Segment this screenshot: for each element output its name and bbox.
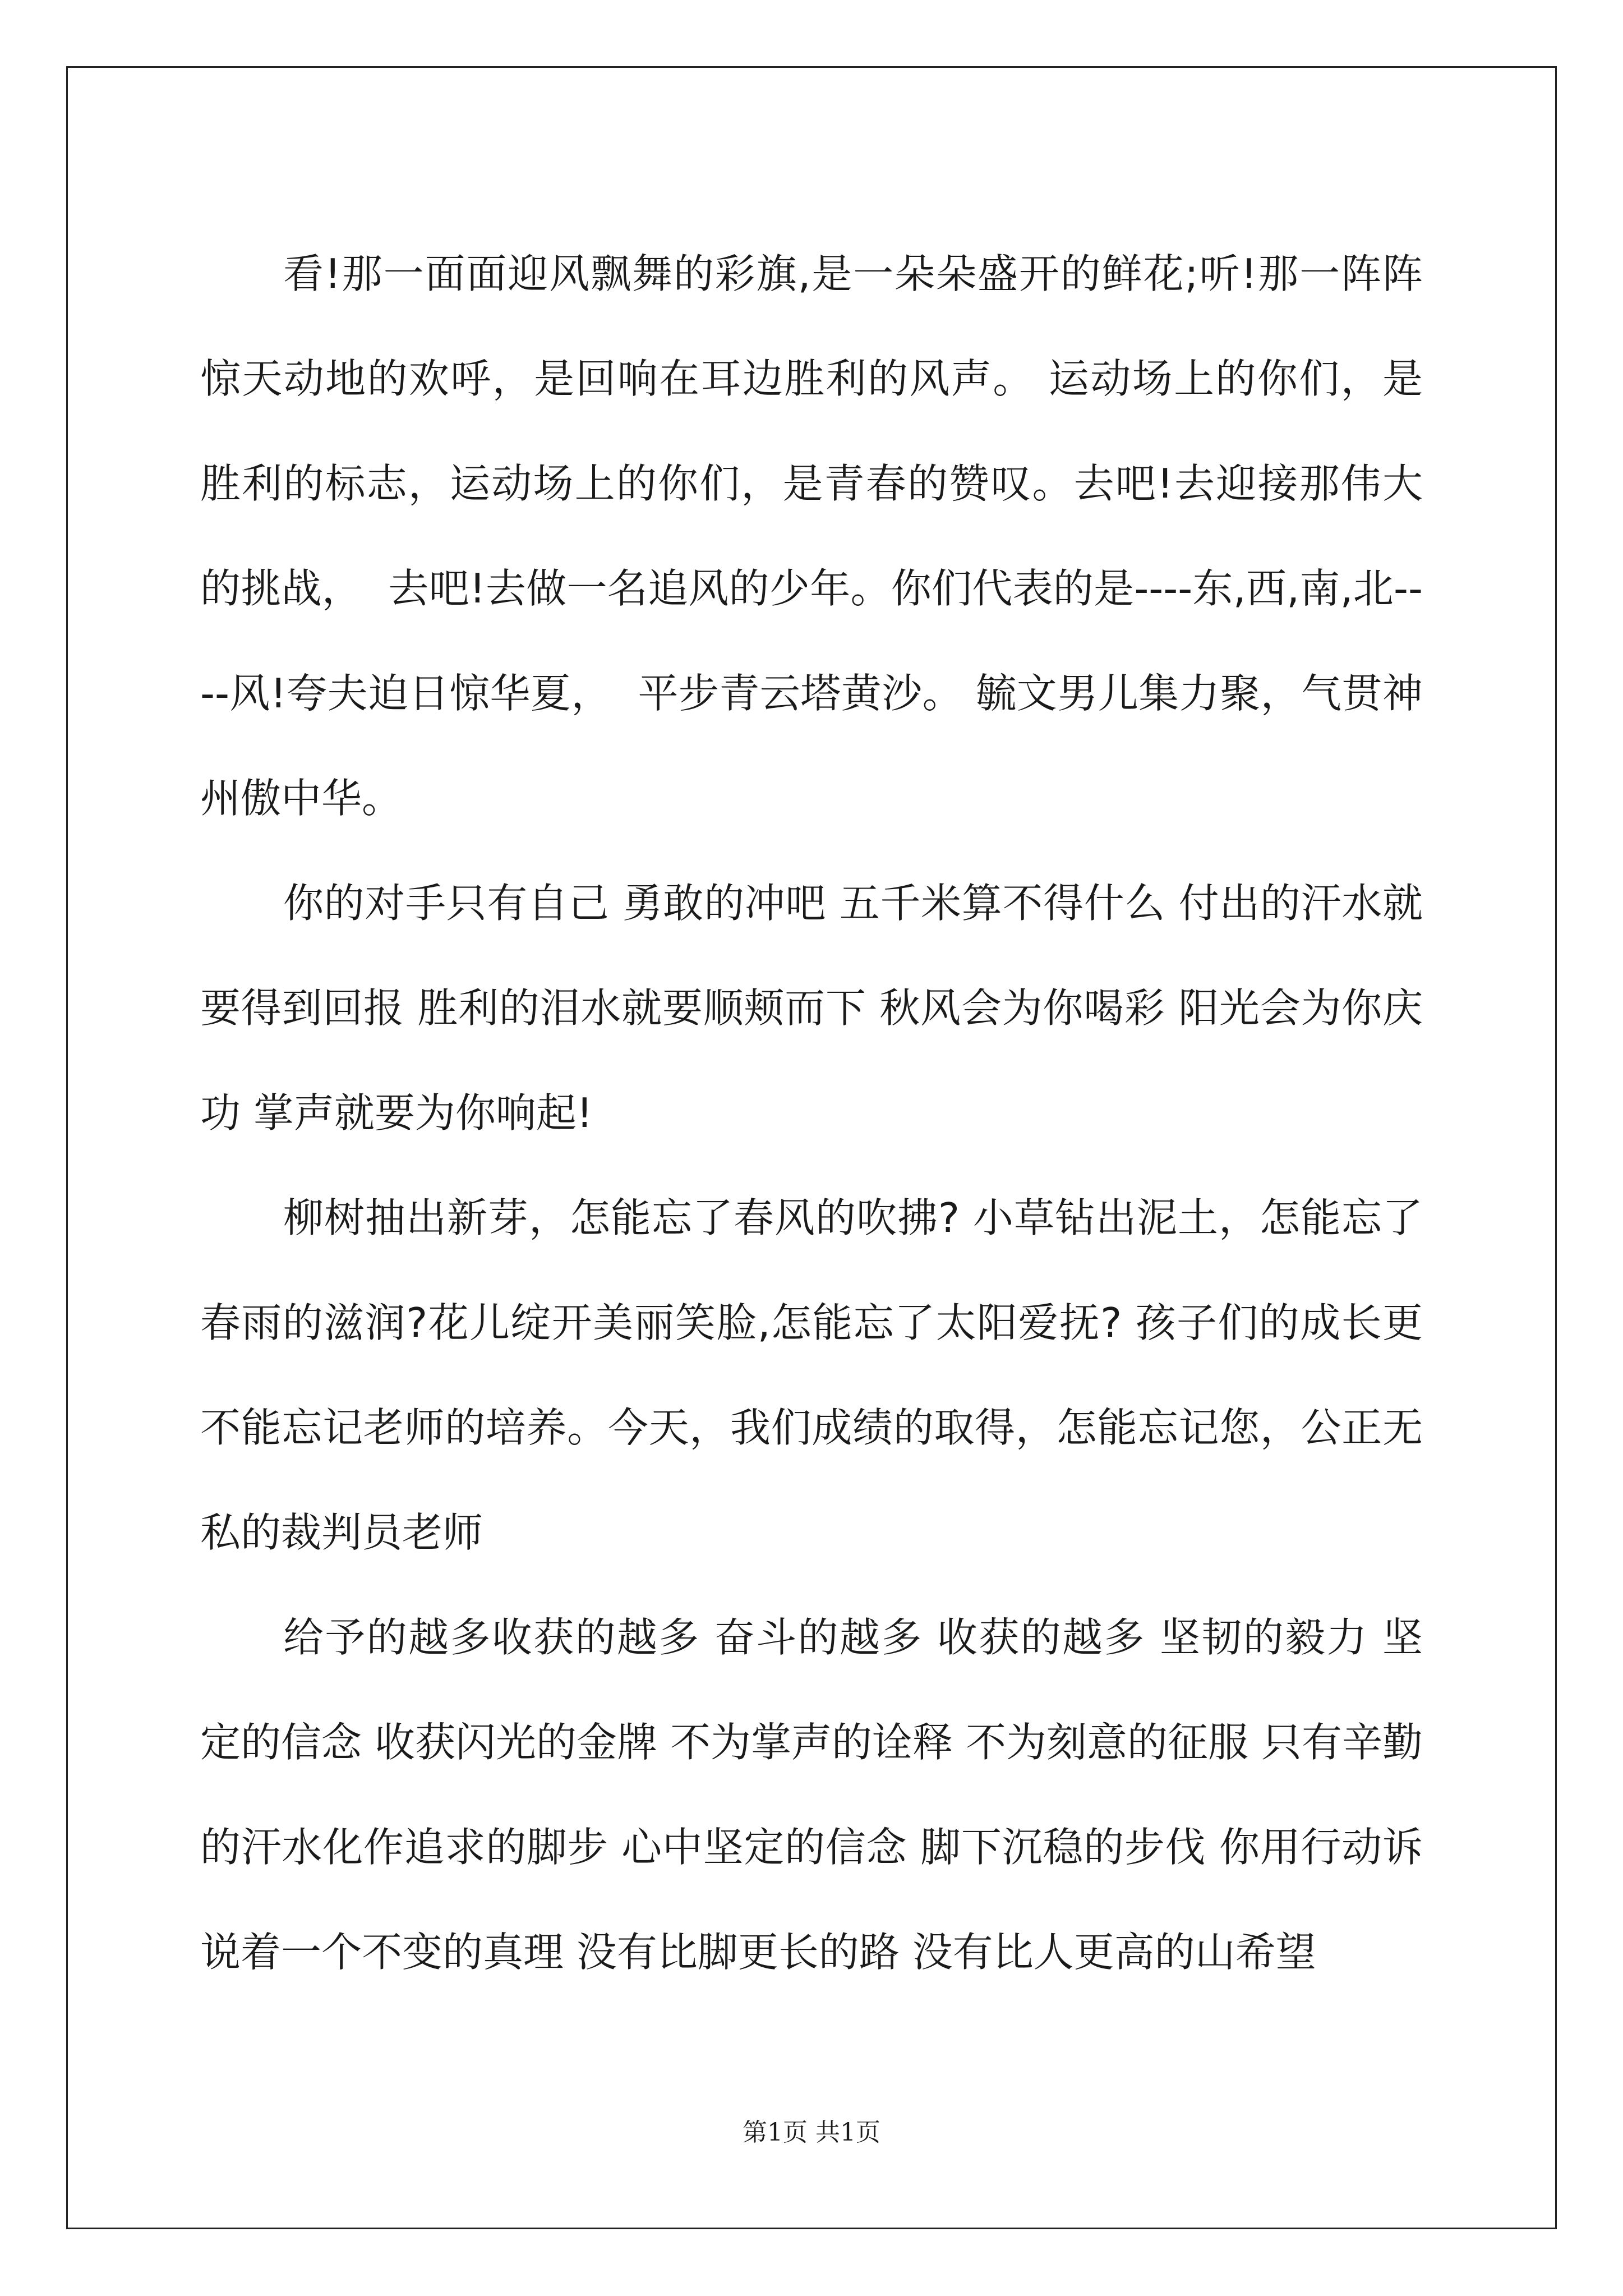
paragraph-2: 你的对手只有自己 勇敢的冲吧 五千米算不得什么 付出的汗水就要得到回报 胜利的泪水就要顺颊而下 秋风会为你喝彩 阳光会为你庆功 掌声就要为你响起! — [200, 880, 1423, 1137]
paragraph-4: 给予的越多收获的越多 奋斗的越多 收获的越多 坚韧的毅力 坚定的信念 收获闪光的金牌 不为掌声的诠释 不为刻意的征服 只有辛勤的汗水化作追求的脚步 心中坚定的信念 脚下沉稳的步伐 你用行动诉说着一个不变的真理 没有比脚更长的路 没有比人更高的山希望 — [200, 1614, 1423, 1976]
document-body — [200, 222, 1423, 2005]
paragraph-3: 柳树抽出新芽，怎能忘了春风的吹拂? 小草钻出泥土，怎能忘了春雨的滋润?花儿绽开美丽笑脸,怎能忘了太阳爱抚? 孩子们的成长更不能忘记老师的培养。今天，我们成绩的取得，怎能忘记您，公正无私的裁判员老师 — [200, 1194, 1423, 1556]
paragraph-1: 看!那一面面迎风飘舞的彩旗,是一朵朵盛开的鲜花;听!那一阵阵惊天动地的欢呼，是回响在耳边胜利的风声。 运动场上的你们，是胜利的标志，运动场上的你们，是青春的赞叹。去吧!去迎接那伟大的挑战， 去吧!去做一名追风的少年。你们代表的是----东,西,南,北----风!夸夫迫日惊华夏， 平步青云塔黄沙。 毓文男儿集力聚，气贯神州傲中华。 — [200, 250, 1423, 822]
page-number-footer: 第1页 共1页 — [743, 2118, 880, 2147]
